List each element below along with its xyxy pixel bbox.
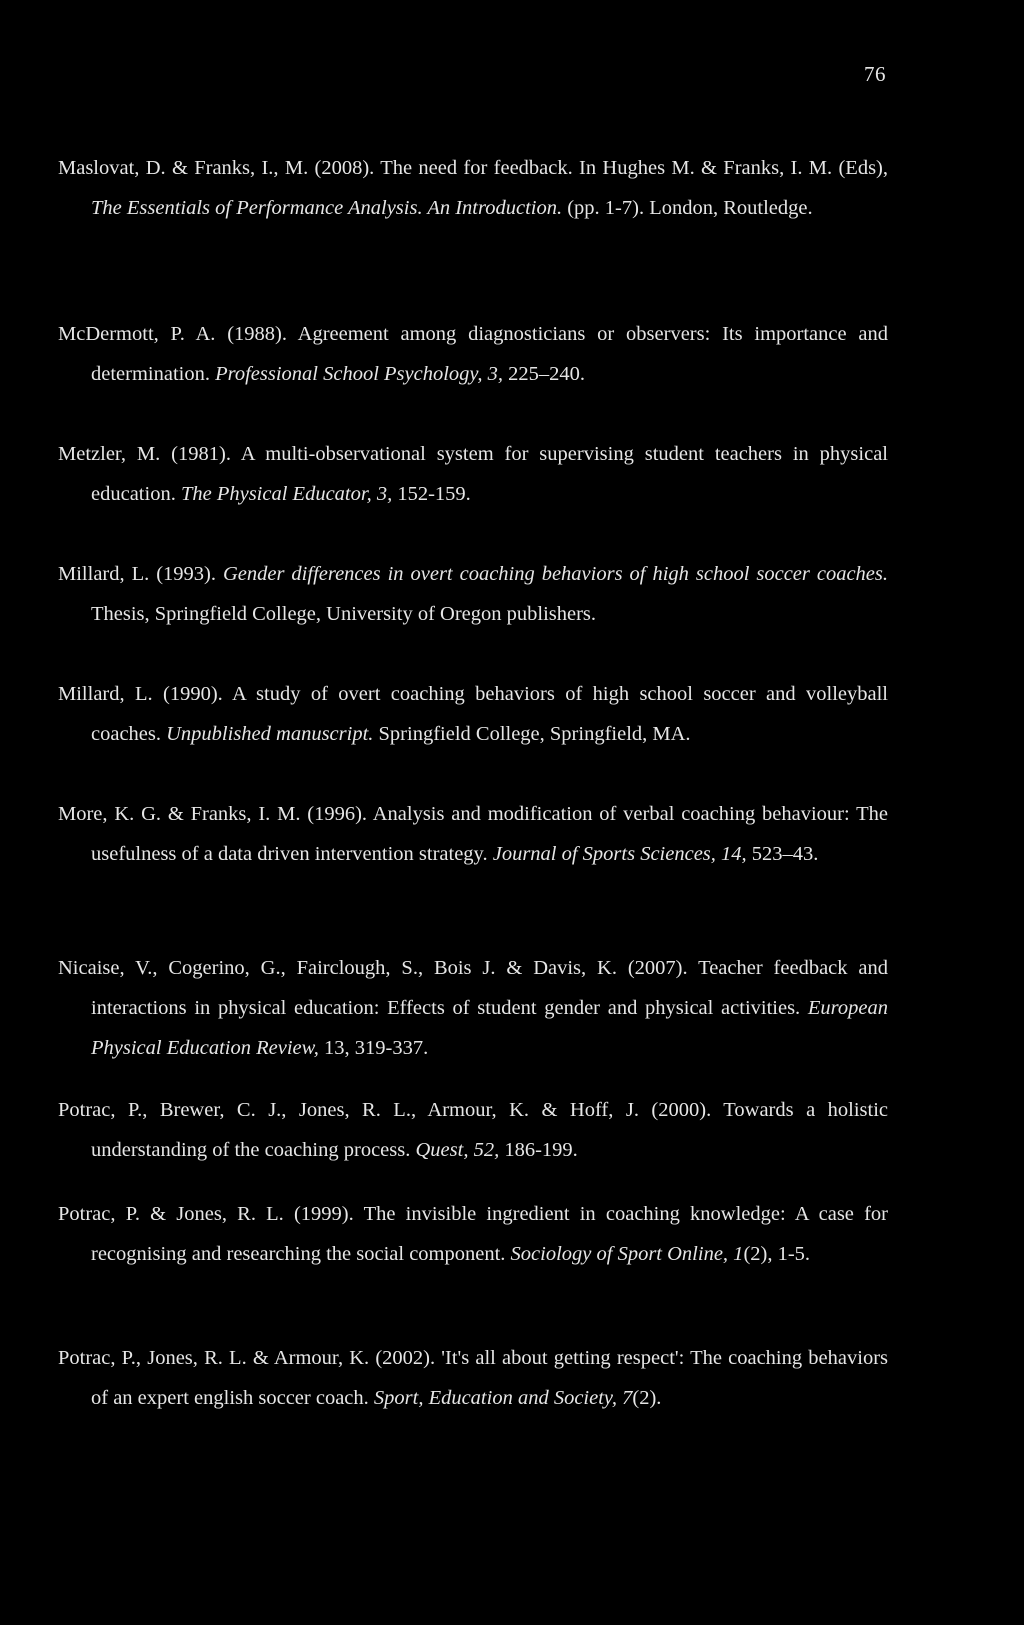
reference-source: Professional School Psychology, 3,	[215, 363, 504, 385]
reference-entry	[58, 794, 888, 874]
reference-details: 152-159.	[392, 483, 471, 505]
reference-entry	[58, 674, 888, 754]
reference-source: The Physical Educator, 3,	[180, 483, 393, 505]
reference-details: 225–240.	[503, 363, 586, 385]
reference-text: More, K. G. & Franks, I. M. (1996). Analysis and modification of verbal coaching behaviour: The usefulness of a data driven intervention strategy.	[58, 803, 888, 865]
reference-entry	[58, 434, 888, 514]
reference-entry	[58, 948, 888, 1068]
reference-details: 186-199.	[499, 1139, 578, 1161]
reference-text: Millard, L. (1993).	[58, 563, 223, 585]
reference-source: European Physical Education Review,	[91, 997, 888, 1059]
reference-details: (2).	[632, 1387, 662, 1409]
reference-details: Thesis, Springfield College, University of Oregon publishers.	[91, 603, 597, 625]
reference-details: (2), 1-5.	[743, 1243, 811, 1265]
reference-entry	[58, 1338, 888, 1418]
reference-text: Metzler, M. (1981). A multi-observational system for supervising student teachers in physical education.	[58, 443, 888, 505]
reference-text: Potrac, P., Brewer, C. J., Jones, R. L., Armour, K. & Hoff, J. (2000). Towards a holistic understanding of the coaching process.	[58, 1099, 888, 1161]
reference-source: Unpublished manuscript.	[166, 723, 374, 745]
reference-text: Nicaise, V., Cogerino, G., Fairclough, S., Bois J. & Davis, K. (2007). Teacher feedback and interactions in physical education: Effects of student gender and physical activities.	[58, 957, 888, 1019]
reference-source: Quest, 52,	[415, 1139, 500, 1161]
page-number: 76	[864, 62, 886, 86]
reference-source: The Essentials of Performance Analysis. An Introduction.	[91, 197, 563, 219]
reference-details: (pp. 1-7). London, Routledge.	[562, 197, 813, 219]
reference-details: 13, 319-337.	[318, 1037, 429, 1059]
reference-details: 523–43.	[746, 843, 819, 865]
reference-text: Millard, L. (1990). A study of overt coaching behaviors of high school soccer and volleyball coaches.	[58, 683, 888, 745]
reference-entry	[58, 1194, 888, 1274]
reference-source: Sport, Education and Society, 7	[373, 1387, 633, 1409]
reference-source: Sociology of Sport Online, 1	[510, 1243, 744, 1265]
reference-details: Springfield College, Springfield, MA.	[373, 723, 691, 745]
reference-source: Gender differences in overt coaching behaviors of high school soccer coaches.	[222, 563, 888, 585]
reference-text: McDermott, P. A. (1988). Agreement among diagnosticians or observers: Its importance and determination.	[58, 323, 888, 385]
reference-entry	[58, 1090, 888, 1170]
reference-entry	[58, 554, 888, 634]
reference-text: Maslovat, D. & Franks, I., M. (2008). The need for feedback. In Hughes M. & Franks, I. M. (Eds),	[58, 157, 888, 179]
reference-text: Potrac, P., Jones, R. L. & Armour, K. (2002). 'It's all about getting respect': The coaching behaviors of an expert english soccer coach.	[58, 1347, 888, 1409]
reference-entry	[58, 314, 888, 394]
reference-entry	[58, 148, 888, 228]
reference-text: Potrac, P. & Jones, R. L. (1999). The invisible ingredient in coaching knowledge: A case for recognising and researching the social component.	[58, 1203, 888, 1265]
reference-source: Journal of Sports Sciences, 14,	[492, 843, 747, 865]
